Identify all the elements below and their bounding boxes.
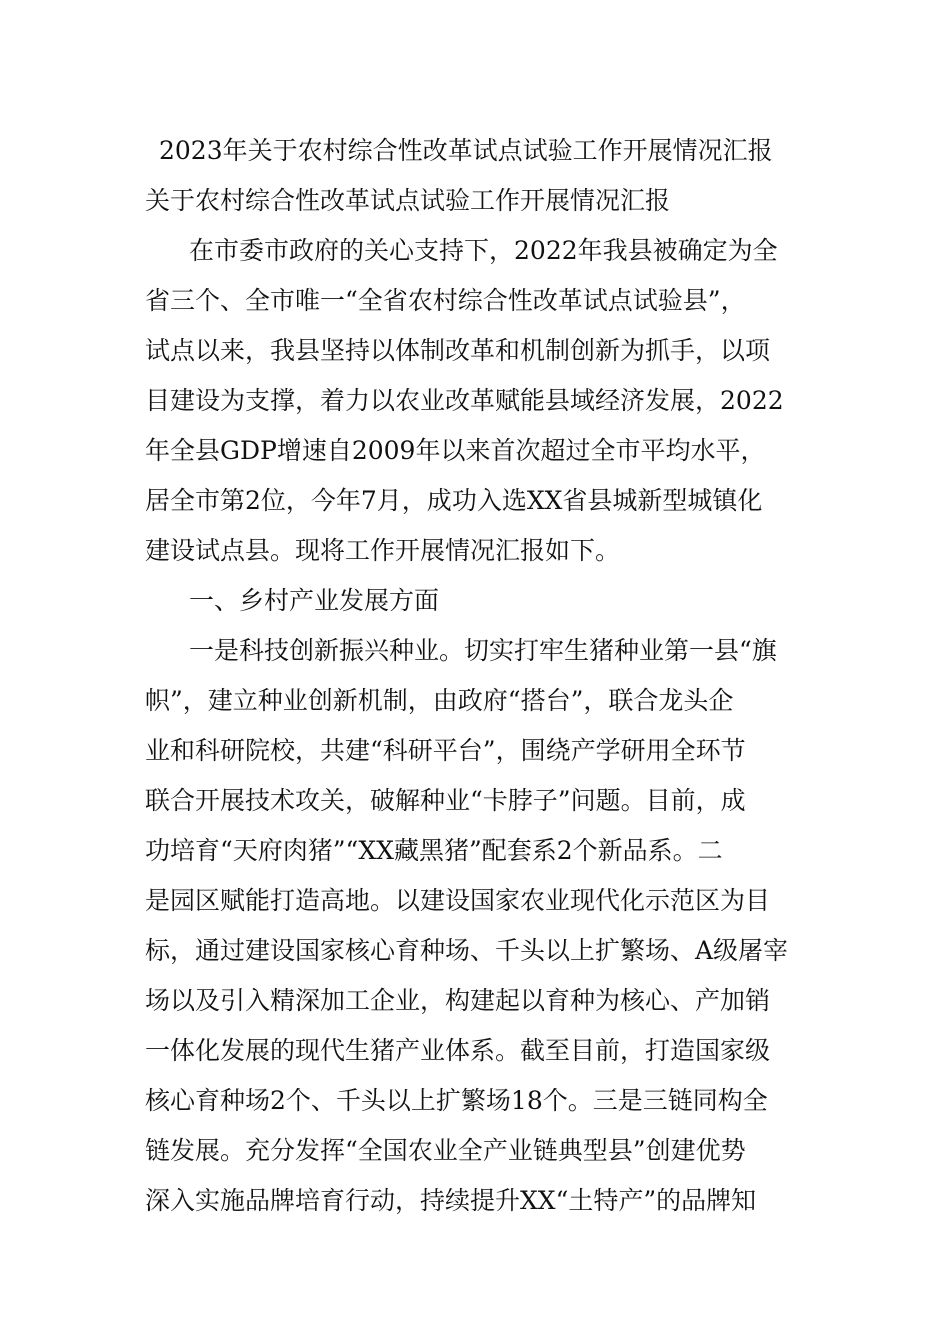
body-line: 省三个、全市唯一“全省农村综合性改革试点试验县”， [145, 286, 746, 315]
body-line: 目建设为支撑，着力以农业改革赋能县域经济发展，2022 [145, 386, 784, 415]
body-line: 标，通过建设国家核心育种场、千头以上扩繁场、A级屠宰 [145, 936, 789, 965]
document-body [145, 126, 810, 1226]
body-line: 一体化发展的现代生猪产业体系。截至目前，打造国家级 [145, 1036, 771, 1065]
body-line: 是园区赋能打造高地。以建设国家农业现代化示范区为目 [145, 886, 771, 915]
body-line: 联合开展技术攻关，破解种业“卡脖子”问题。目前，成 [145, 786, 746, 815]
section-heading: 一、乡村产业发展方面 [189, 586, 440, 615]
body-line: 年全县GDP增速自2009年以来首次超过全市平均水平， [145, 436, 766, 465]
body-line: 一是科技创新振兴种业。切实打牢生猪种业第一县“旗 [189, 636, 777, 665]
body-line: 在市委市政府的关心支持下，2022年我县被确定为全 [189, 236, 778, 265]
body-line: 帜”，建立种业创新机制，由政府“搭台”，联合龙头企 [145, 686, 734, 715]
body-line: 链发展。充分发挥“全国农业全产业链典型县”创建优势 [145, 1136, 746, 1165]
body-line: 核心育种场2个、千头以上扩繁场18个。三是三链同构全 [145, 1086, 768, 1115]
body-line: 功培育“天府肉猪”“XX藏黑猪”配套系2个新品系。二 [145, 836, 723, 865]
document-title: 2023年关于农村综合性改革试点试验工作开展情况汇报 [159, 136, 773, 165]
body-line: 试点以来，我县坚持以体制改革和机制创新为抓手，以项 [145, 336, 771, 365]
body-line: 场以及引入精深加工企业，构建起以育种为核心、产加销 [145, 986, 771, 1015]
body-line: 建设试点县。现将工作开展情况汇报如下。 [145, 536, 621, 565]
document-subtitle: 关于农村综合性改革试点试验工作开展情况汇报 [145, 186, 671, 215]
body-line: 居全市第2位，今年7月，成功入选XX省县城新型城镇化 [145, 486, 763, 515]
body-line: 业和科研院校，共建“科研平台”，围绕产学研用全环节 [145, 736, 746, 765]
body-line: 深入实施品牌培育行动，持续提升XX“土特产”的品牌知 [145, 1186, 757, 1215]
